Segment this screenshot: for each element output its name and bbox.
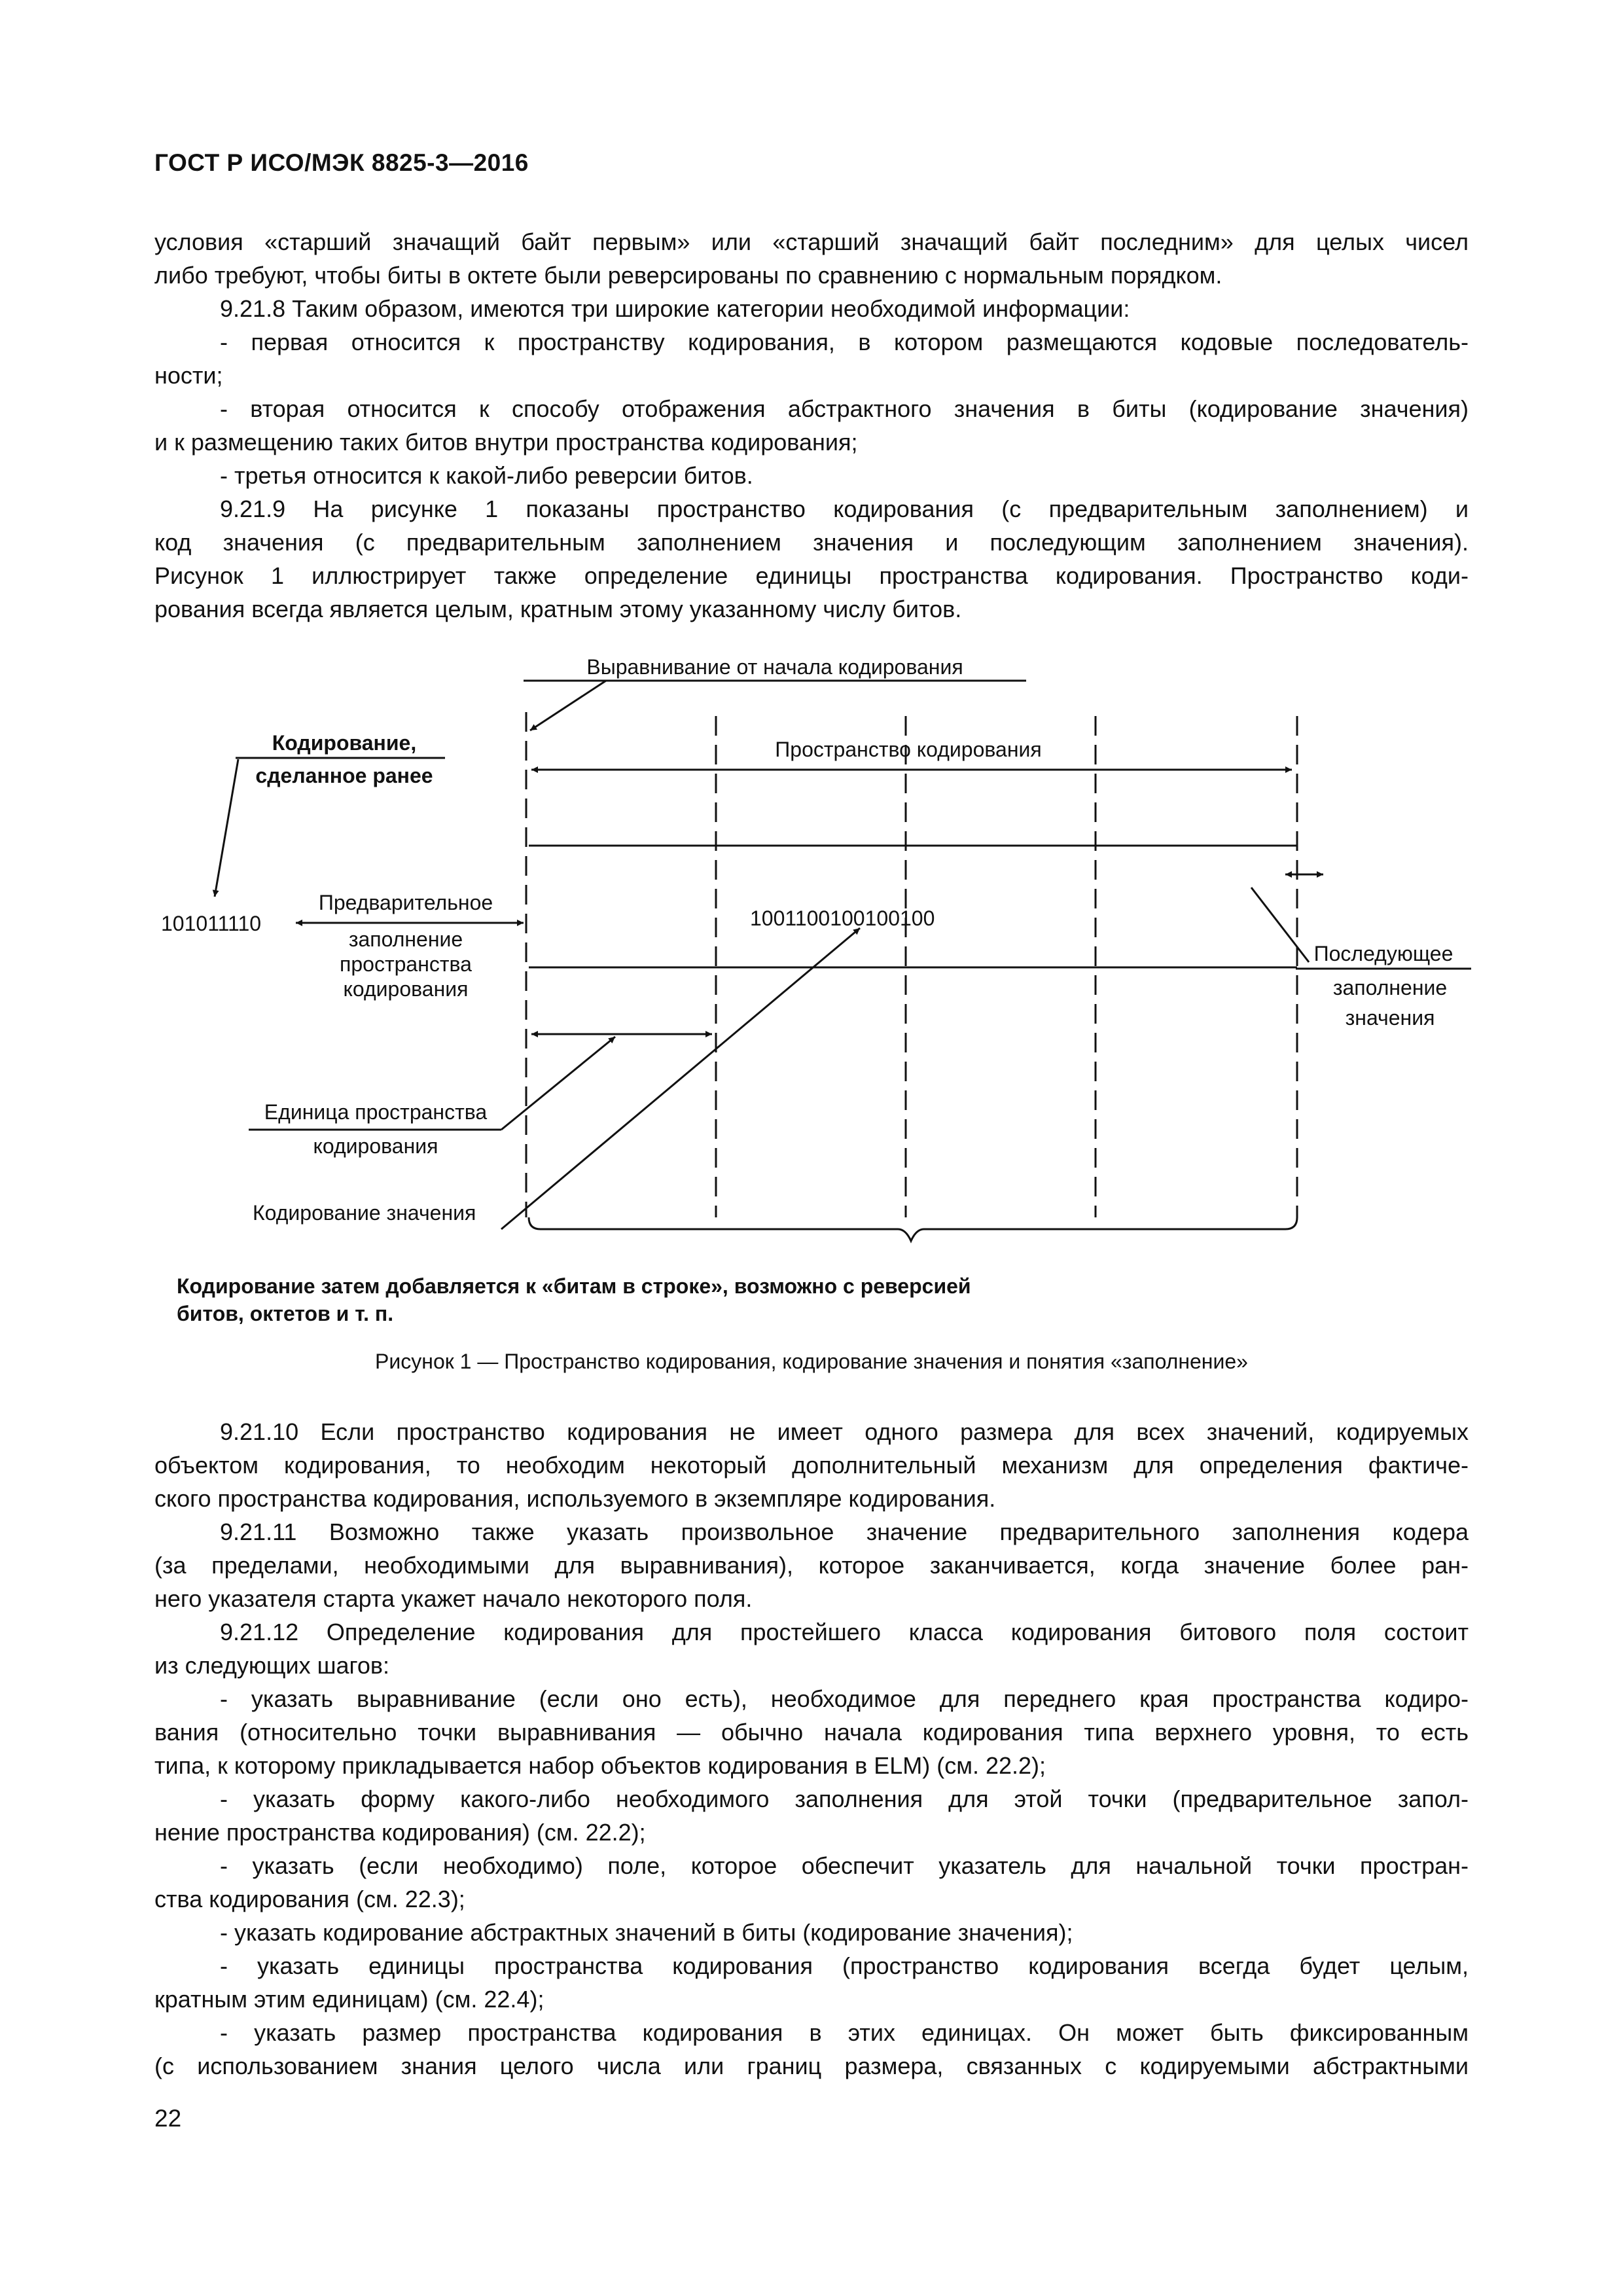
text-line: либо требуют, чтобы биты в октете были реверсированы по сравнению с нормальным порядком. bbox=[154, 262, 1222, 289]
label-prior-2: сделанное ранее bbox=[255, 764, 433, 787]
text-line: нение пространства кодирования) (см. 22.2); bbox=[154, 1819, 646, 1846]
label-alignment: Выравнивание от начала кодирования bbox=[586, 655, 963, 679]
text-line: Рисунок 1 иллюстрирует также определение единицы пространства кодирования. Пространство коди- bbox=[154, 562, 1469, 589]
label-unit-2: кодирования bbox=[313, 1134, 438, 1158]
text-line: (с использованием знания целого числа или границ размера, связанных с кодируемыми абстрактными bbox=[154, 2053, 1469, 2079]
figure-caption: Рисунок 1 — Пространство кодирования, кодирование значения и понятия «заполнение» bbox=[375, 1350, 1248, 1373]
arrow-unit-pointer bbox=[501, 1037, 615, 1130]
text-line: - первая относится к пространству кодирования, в котором размещаются кодовые последователь- bbox=[220, 329, 1469, 355]
page-number: 22 bbox=[154, 2105, 182, 2132]
text-line: - указать форму какого-либо необходимого заполнения для этой точки (предварительное запол- bbox=[220, 1785, 1469, 1812]
text-line: ского пространства кодирования, используемого в экземпляре кодирования. bbox=[154, 1485, 996, 1512]
text-line: - указать выравнивание (если оно есть), необходимое для переднего края пространства кодиро- bbox=[220, 1685, 1469, 1712]
text-line: - указать (если необходимо) поле, которое обеспечит указатель для начальной точки простран- bbox=[220, 1852, 1469, 1879]
text-line: вания (относительно точки выравнивания — обычно начала кодирования типа верхнего уровня, то есть bbox=[154, 1719, 1469, 1746]
brace-bottom bbox=[529, 1217, 1297, 1241]
line-postpad bbox=[1251, 888, 1309, 962]
text-line: - указать единицы пространства кодирования (пространство кодирования всегда будет целым, bbox=[220, 1952, 1469, 1979]
label-value-bits: 1001100100100100 bbox=[750, 906, 935, 930]
text-line: - указать кодирование абстрактных значений в биты (кодирование значения); bbox=[220, 1919, 1073, 1946]
arrow-prior bbox=[215, 759, 238, 897]
label-space: Пространство кодирования bbox=[775, 738, 1042, 761]
figure-note-2: битов, октетов и т. п. bbox=[177, 1302, 394, 1325]
text-line: из следующих шагов: bbox=[154, 1652, 389, 1679]
label-postpad-2: заполнение bbox=[1332, 976, 1448, 999]
text-line: ства кодирования (см. 22.3); bbox=[154, 1886, 465, 1912]
text-line: 9.21.10 Если пространство кодирования не имеет одного размера для всех значений, кодируемых bbox=[220, 1418, 1469, 1445]
text-line: код значения (с предварительным заполнением значения и последующим заполнением значения). bbox=[154, 529, 1469, 556]
label-prepad-3: пространства bbox=[340, 952, 472, 976]
label-postpad-3: значения bbox=[1345, 1006, 1435, 1030]
text-line: него указателя старта укажет начало некоторого поля. bbox=[154, 1585, 753, 1612]
text-line: условия «старший значащий байт первым» или «старший значащий байт последним» для целых чисел bbox=[154, 228, 1469, 255]
label-prepad-2: заполнение bbox=[348, 927, 463, 951]
label-prior-bits: 101011110 bbox=[161, 912, 262, 935]
text-line: 9.21.12 Определение кодирования для простейшего класса кодирования битового поля состоит bbox=[220, 1619, 1469, 1645]
text-line: типа, к которому прикладывается набор объектов кодирования в ELM) (см. 22.2); bbox=[154, 1752, 1046, 1779]
text-line: рования всегда является целым, кратным этому указанному числу битов. bbox=[154, 596, 962, 622]
text-line: 9.21.8 Таким образом, имеются три широкие категории необходимой информации: bbox=[220, 295, 1130, 322]
text-line: 9.21.11 Возможно также указать произвольное значение предварительного заполнения кодера bbox=[220, 1518, 1469, 1545]
label-value-enc: Кодирование значения bbox=[253, 1201, 476, 1225]
text-line: - третья относится к какой-либо реверсии битов. bbox=[220, 462, 753, 489]
label-postpad-1: Последующее bbox=[1313, 942, 1454, 965]
label-prepad-1: Предварительное bbox=[318, 891, 493, 914]
label-prepad-4: кодирования bbox=[343, 977, 469, 1001]
document-header: ГОСТ Р ИСО/МЭК 8825-3—2016 bbox=[154, 149, 529, 176]
arrow-alignment bbox=[530, 681, 606, 730]
label-unit-1: Единица пространства bbox=[264, 1100, 488, 1124]
figure-note-1: Кодирование затем добавляется к «битам в строке», возможно с реверсией bbox=[177, 1274, 971, 1298]
text-line: и к размещению таких битов внутри пространства кодирования; bbox=[154, 429, 858, 456]
text-line: - вторая относится к способу отображения абстрактного значения в биты (кодирование значения) bbox=[220, 395, 1469, 422]
text-line: кратным этим единицам) (см. 22.4); bbox=[154, 1986, 544, 2013]
text-line: (за пределами, необходимыми для выравнивания), которое заканчивается, когда значение более ран- bbox=[154, 1552, 1469, 1579]
text-line: объектом кодирования, то необходим некоторый дополнительный механизм для определения фактиче- bbox=[154, 1452, 1469, 1479]
label-prior-1: Кодирование, bbox=[272, 731, 417, 755]
text-line: 9.21.9 На рисунке 1 показаны пространство кодирования (с предварительным заполнением) и bbox=[220, 495, 1469, 522]
text-line: ности; bbox=[154, 362, 223, 389]
arrow-value-enc bbox=[501, 928, 860, 1229]
text-line: - указать размер пространства кодирования в этих единицах. Он может быть фиксированным bbox=[220, 2019, 1469, 2046]
